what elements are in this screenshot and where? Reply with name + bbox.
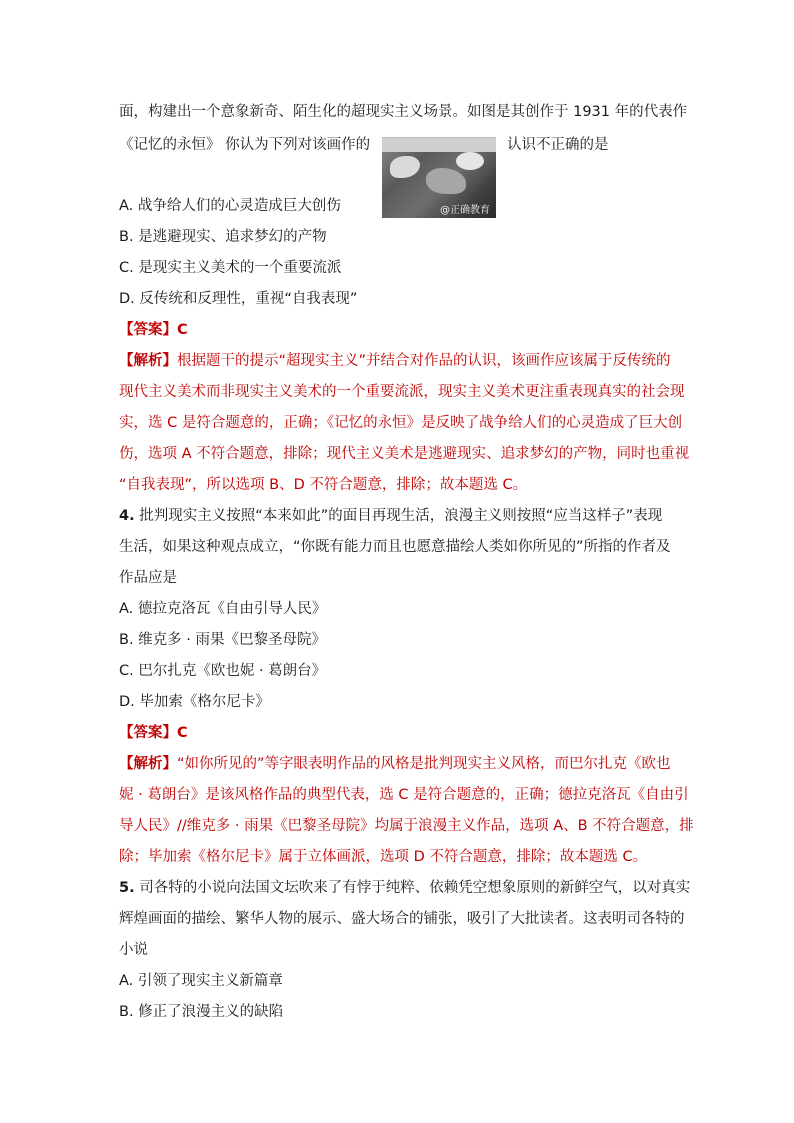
painting-shape-2 [426, 168, 466, 194]
q4-answer-tag: 【答案】 [119, 725, 177, 741]
q4-answer [119, 723, 188, 743]
q3-answer [119, 320, 188, 340]
q3-option-b: B. 是逃避现实、追求梦幻的产物 [119, 229, 327, 245]
painting-shape-3 [456, 152, 484, 170]
q3-option-a: A. 战争给人们的心灵造成巨大创伤 [119, 198, 341, 214]
q3-answer-value: C [177, 322, 188, 338]
q4-stem-text-1: 批判现实主义按照“本来如此”的面目再现生活，浪漫主义则按照“应当这样子”表现 [139, 508, 663, 524]
q4-option-a: A. 德拉克洛瓦《自由引导人民》 [119, 601, 327, 617]
q3-analysis-line-2: 现代主义美术而非现实主义美术的一个重要流派，现实主义美术更注重表现真实的社会现 [119, 384, 685, 400]
q4-option-b: B. 维克多 · 雨果《巴黎圣母院》 [119, 632, 326, 648]
painting-watermark: @正确教育 [440, 205, 490, 216]
q3-analysis-line-1 [119, 351, 671, 371]
q3-option-d: D. 反传统和反理性，重视“自我表现” [119, 291, 358, 307]
q3-analysis-line-4: 伤，选项 A 不符合题意，排除；现代主义美术是逃避现实、追求梦幻的产物，同时也重视 [119, 446, 690, 462]
q3-stem-line-2 [119, 135, 370, 155]
q4-analysis-tag: 【解析】 [119, 756, 177, 772]
q4-stem-line-1 [119, 506, 662, 526]
q5-stem-text-1: 司各特的小说向法国文坛吹来了有悖于纯粹、依赖凭空想象原则的新鲜空气，以对真实 [139, 880, 691, 896]
q5-option-a: A. 引领了现实主义新篇章 [119, 973, 283, 989]
q4-option-c: C. 巴尔扎克《欧也妮 · 葛朗台》 [119, 663, 327, 679]
q4-analysis-line-1 [119, 754, 671, 774]
painting-thumbnail [382, 137, 496, 218]
q3-stem-line-2-start: 《记忆的永恒》 你认为下列对该画作的 [119, 137, 371, 153]
q4-analysis-line-4: 除；毕加索《格尔尼卡》属于立体画派，选项 D 不符合题意，排除；故本题选 C。 [119, 849, 648, 865]
q3-analysis-tag: 【解析】 [119, 353, 177, 369]
q3-answer-tag: 【答案】 [119, 322, 177, 338]
q3-stem-line-2-end: 认识不正确的是 [507, 137, 609, 153]
q3-analysis-line-3: 实，选 C 是符合题意的，正确；《记忆的永恒》是反映了战争给人们的心灵造成了巨大创 [119, 415, 683, 431]
q4-answer-value: C [177, 725, 188, 741]
q4-stem-line-2: 生活，如果这种观点成立，“你既有能力而且也愿意描绘人类如你所见的”所指的作者及 [119, 539, 671, 555]
q3-stem-line-1: 面，构建出一个意象新奇、陌生化的超现实主义场景。如图是其创作于 1931 年的代表作 [119, 104, 688, 120]
q4-option-d: D. 毕加索《格尔尼卡》 [119, 694, 270, 710]
q3-analysis-line-5: “自我表现”，所以选项 B、D 不符合题意，排除；故本题选 C。 [119, 477, 528, 493]
q5-stem-line-2: 辉煌画面的描绘、繁华人物的展示、盛大场合的铺张，吸引了大批读者。这表明司各特的 [119, 911, 685, 927]
q3-analysis-text-1: 根据题干的提示“超现实主义”并结合对作品的认识，该画作应该属于反传统的 [177, 353, 671, 369]
q5-number: 5. [119, 880, 135, 896]
q4-analysis-line-2: 妮 · 葛朗台》是该风格作品的典型代表，选 C 是符合题意的，正确；德拉克洛瓦《自由引 [119, 787, 689, 803]
q4-analysis-text-1: “如你所见的”等字眼表明作品的风格是批判现实主义风格，而巴尔扎克《欧也 [177, 756, 671, 772]
q4-number: 4. [119, 508, 135, 524]
q3-option-c: C. 是现实主义美术的一个重要流派 [119, 260, 342, 276]
q5-stem-line-1 [119, 878, 690, 898]
painting-shape-1 [390, 156, 420, 178]
painting-sky [382, 138, 496, 152]
q4-stem-line-3: 作品应是 [119, 570, 177, 586]
q5-option-b: B. 修正了浪漫主义的缺陷 [119, 1004, 284, 1020]
q5-stem-line-3: 小说 [119, 942, 148, 958]
q4-analysis-line-3: 导人民》//维克多 · 雨果《巴黎圣母院》均属于浪漫主义作品，选项 A、B 不符合题意，排 [119, 818, 694, 834]
